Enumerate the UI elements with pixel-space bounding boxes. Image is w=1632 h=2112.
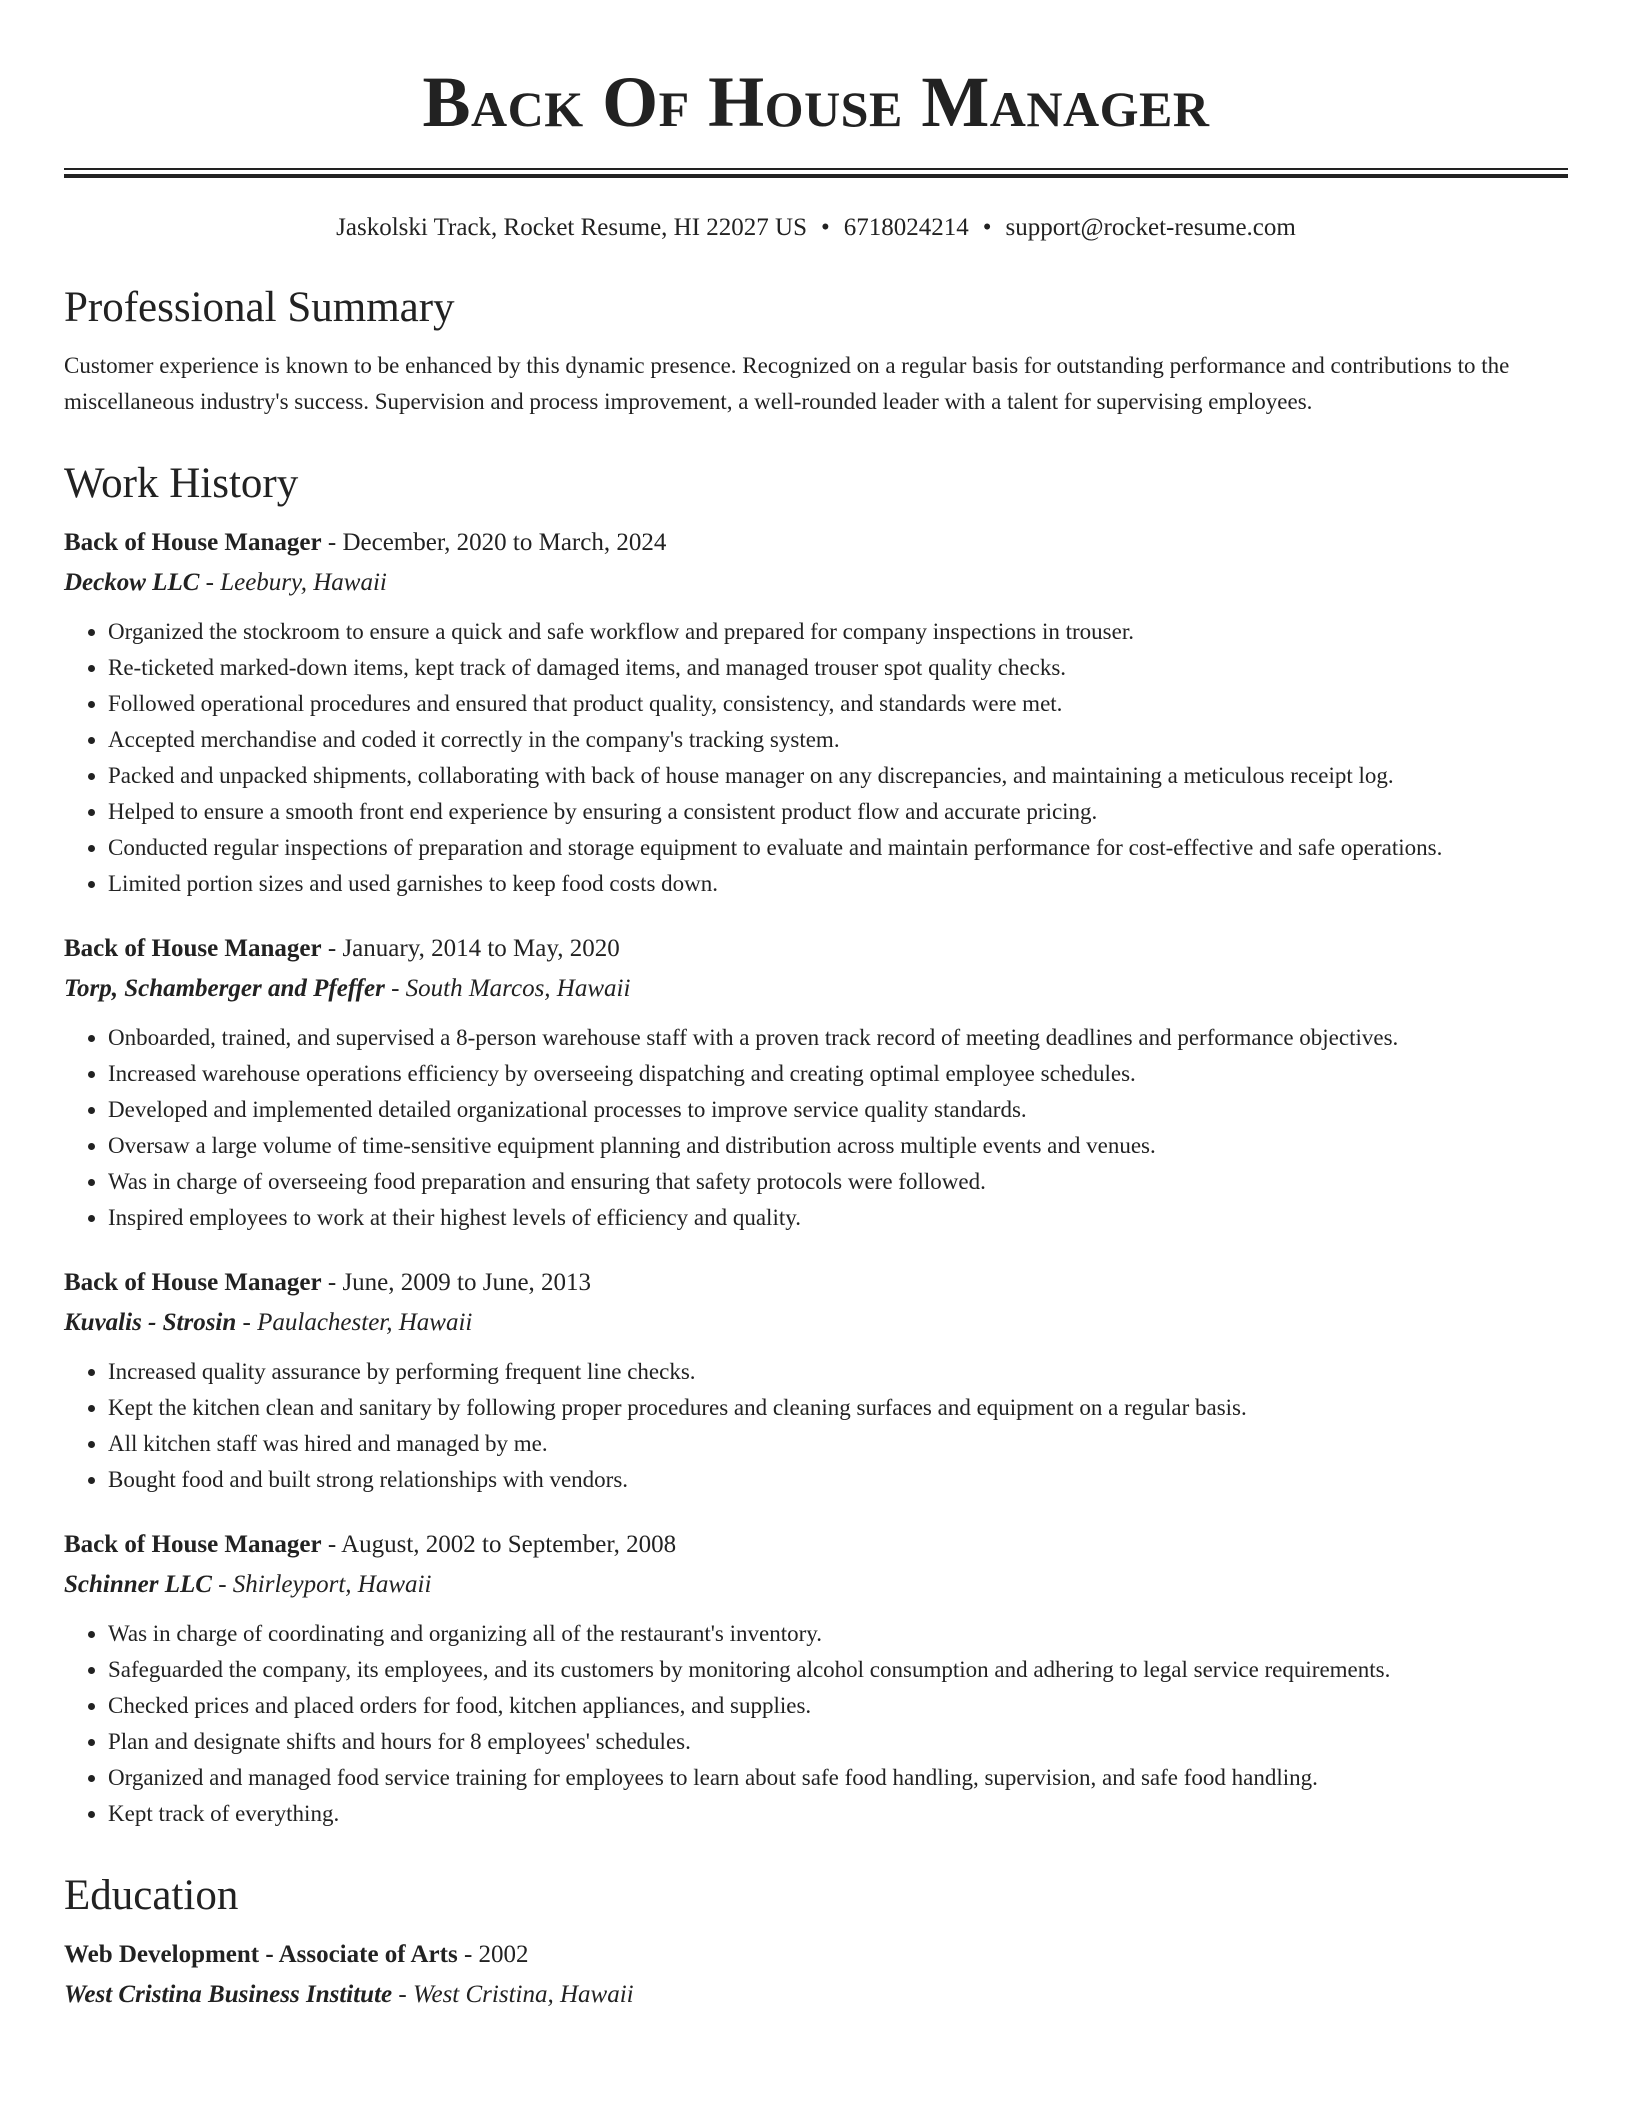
job-entry [64,1526,1568,1832]
job-role: Back of House Manager [64,1269,322,1296]
job-role: Back of House Manager [64,529,322,556]
job-bullet: • Re-ticketed marked-down items, kept track of damaged items, and managed trouser spot quality checks. [108,650,1568,686]
job-company-line [64,1564,1568,1606]
job-bullet: • Kept track of everything. [108,1796,1568,1832]
job-bullet-list [64,1354,1568,1498]
job-bullet-list [64,1020,1568,1236]
contact-line [64,212,1568,244]
summary-text: Customer experience is known to be enhanced by this dynamic presence. Recognized on a regular basis for outstanding performance and contributions to the miscellaneous industry's success. Supervision and process improvement, a well-rounded leader with a talent for supervising employees. [64,353,1510,414]
job-bullet: • Packed and unpacked shipments, collaborating with back of house manager on any discrepancies, and maintaining a meticulous receipt log. [108,758,1568,794]
job-title-line [64,930,1568,968]
job-role: Back of House Manager [64,1531,322,1558]
contact-separator: • [821,214,830,241]
job-entry [64,1264,1568,1498]
job-role: Back of House Manager [64,935,322,962]
job-bullet: • Accepted merchandise and coded it correctly in the company's tracking system. [108,722,1568,758]
title-divider [64,168,1568,178]
job-bullet-list [64,1616,1568,1832]
job-company-line [64,968,1568,1010]
job-bullet: • Safeguarded the company, its employees, and its customers by monitoring alcohol consumption and adhering to legal service requirements. [108,1652,1568,1688]
job-bullet: • Checked prices and placed orders for food, kitchen appliances, and supplies. [108,1688,1568,1724]
job-company: Kuvalis - Strosin [64,1309,237,1336]
education-school-line [64,1974,1568,2016]
job-bullet: • Increased quality assurance by performing frequent line checks. [108,1354,1568,1390]
job-bullet: • Organized and managed food service training for employees to learn about safe food handling, supervision, and safe food handling. [108,1760,1568,1796]
job-bullet: • Was in charge of overseeing food preparation and ensuring that safety protocols were followed. [108,1164,1568,1200]
job-location: - Leebury, Hawaii [199,569,387,596]
job-bullet: • Oversaw a large volume of time-sensitive equipment planning and distribution across multiple events and venues. [108,1128,1568,1164]
job-bullet: • Plan and designate shifts and hours for 8 employees' schedules. [108,1724,1568,1760]
job-company: Deckow LLC [64,569,200,596]
job-dates: - August, 2002 to September, 2008 [321,1531,677,1558]
job-bullet: • Limited portion sizes and used garnishes to keep food costs down. [108,866,1568,902]
summary-heading: Professional Summary [64,284,455,331]
contact-address: Jaskolski Track, Rocket Resume, HI 22027 US [336,214,807,241]
job-entry [64,930,1568,1236]
job-bullet: • Kept the kitchen clean and sanitary by following proper procedures and cleaning surfaces and equipment on a regular basis. [108,1390,1568,1426]
contact-separator: • [982,214,992,241]
job-bullet: • Increased warehouse operations efficiency by overseeing dispatching and creating optimal employee schedules. [108,1056,1568,1092]
job-location: - South Marcos, Hawaii [384,975,631,1002]
job-bullet: • Helped to ensure a smooth front end experience by ensuring a consistent product flow and accurate pricing. [108,794,1568,830]
job-bullet: • Was in charge of coordinating and organizing all of the restaurant's inventory. [108,1616,1568,1652]
job-entry [64,524,1568,902]
work-history-heading: Work History [64,460,299,507]
education-entry [64,1936,1568,2016]
job-company: Schinner LLC [64,1571,212,1598]
job-title-line [64,524,1568,562]
education-degree-line [64,1936,1568,1974]
job-location: - Shirleyport, Hawaii [211,1571,432,1598]
job-bullet: • All kitchen staff was hired and managed by me. [108,1426,1568,1462]
job-dates: - December, 2020 to March, 2024 [321,529,667,556]
job-title-line [64,1264,1568,1302]
contact-phone: 6718024214 [843,214,969,241]
education-location: - West Cristina, Hawaii [392,1981,634,2008]
job-title-line [64,1526,1568,1564]
job-bullet: • Inspired employees to work at their highest levels of efficiency and quality. [108,1200,1568,1236]
job-dates: - June, 2009 to June, 2013 [321,1269,592,1296]
job-company-line [64,1302,1568,1344]
job-company-line [64,562,1568,604]
job-bullet: • Developed and implemented detailed organizational processes to improve service quality standards. [108,1092,1568,1128]
job-bullet: • Bought food and built strong relationships with vendors. [108,1462,1568,1498]
job-bullet: • Onboarded, trained, and supervised a 8-person warehouse staff with a proven track record of meeting deadlines and performance objectives. [108,1020,1568,1056]
contact-email: support@rocket-resume.com [1005,214,1296,241]
education-school: West Cristina Business Institute [64,1981,393,2008]
job-bullet-list [64,614,1568,902]
job-bullet: • Conducted regular inspections of preparation and storage equipment to evaluate and maintain performance for cost-effective and safe operations. [108,830,1568,866]
resume-title: Back Of House Manager [422,62,1210,142]
job-company: Torp, Schamberger and Pfeffer [64,975,385,1002]
education-year: - 2002 [457,1941,529,1968]
job-bullet: • Followed operational procedures and ensured that product quality, consistency, and standards were met. [108,686,1568,722]
education-heading: Education [64,1872,239,1919]
education-degree: Web Development - Associate of Arts [64,1941,458,1968]
job-bullet: • Organized the stockroom to ensure a quick and safe workflow and prepared for company inspections in trouser. [108,614,1568,650]
job-location: - Paulachester, Hawaii [236,1309,473,1336]
job-dates: - January, 2014 to May, 2020 [321,935,620,962]
work-history-list [64,524,1568,1832]
